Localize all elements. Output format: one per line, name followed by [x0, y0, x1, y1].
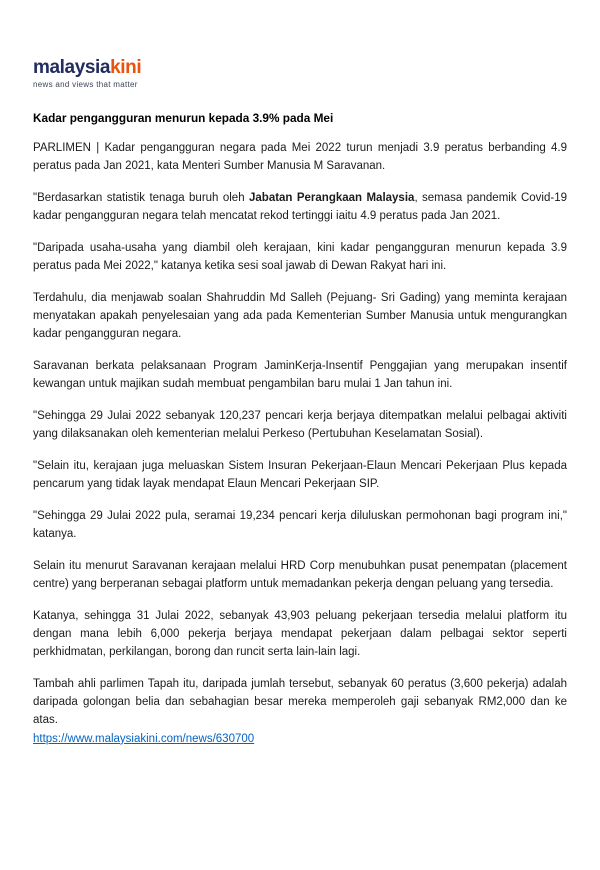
article-body — [33, 139, 567, 748]
article-paragraphs — [33, 139, 567, 729]
article-paragraph: Saravanan berkata pelaksanaan Program JaminKerja-Insentif Penggajian yang merupakan insentif kewangan untuk majikan sudah membuat pengambilan baru mulai 1 Jan tahun ini. — [33, 359, 567, 390]
logo-brand — [33, 57, 567, 79]
article-paragraph: "Berdasarkan statistik tenaga buruh oleh Jabatan Perangkaan Malaysia, semasa pandemik Covid-19 kadar pengangguran negara telah mencatat rekod tertinggi iaitu 4.9 peratus pada Jan 2021. — [33, 191, 568, 222]
article-paragraph: Terdahulu, dia menjawab soalan Shahruddin Md Salleh (Pejuang- Sri Gading) yang meminta kerajaan menyatakan apakah penyelesaian yang ada pada Kementerian Sumber Manusia untuk mengurangkan kadar pengangguran negara. — [33, 291, 567, 340]
article-paragraph: "Sehingga 29 Julai 2022 pula, seramai 19,234 pencari kerja diluluskan permohonan bagi program ini," katanya. — [33, 509, 567, 540]
article-link[interactable]: https://www.malaysiakini.com/news/630700 — [33, 732, 255, 745]
article-paragraph: Selain itu menurut Saravanan kerajaan melalui HRD Corp menubuhkan pusat penempatan (placement centre) yang berperanan sebagai platform untuk memadankan pekerja dengan peluang yang tersedia. — [33, 559, 567, 590]
malaysiakini-logo — [33, 57, 567, 89]
article-paragraph: "Daripada usaha-usaha yang diambil oleh kerajaan, kini kadar pengangguran menurun kepada 3.9 peratus pada Mei 2022," katanya ketika sesi soal jawab di Dewan Rakyat hari ini. — [33, 241, 567, 272]
article-paragraph: "Sehingga 29 Julai 2022 sebanyak 120,237 pencari kerja berjaya ditempatkan melalui pelbagai aktiviti yang dilaksanakan oleh kementerian melalui Perkeso (Pertubuhan Keselamatan Sosial). — [33, 409, 567, 440]
article-headline: Kadar pengangguran menurun kepada 3.9% pada Mei — [33, 110, 334, 125]
article-paragraph: "Selain itu, kerajaan juga meluaskan Sistem Insuran Pekerjaan-Elaun Mencari Pekerjaan Plus kepada pencarum yang tidak layak mendapat Elaun Mencari Pekerjaan SIP. — [33, 459, 567, 490]
article-paragraph: Katanya, sehingga 31 Julai 2022, sebanyak 43,903 peluang pekerjaan tersedia melalui platform itu dengan mana lebih 6,000 pekerja berjaya mendapat pekerjaan dalam pelbagai sektor seperti perkhidmatan, perkilangan, borong dan runcit serta lain-lain lagi. — [33, 609, 567, 658]
logo-brand-accent: kini — [110, 57, 142, 78]
article-paragraph: PARLIMEN | Kadar pengangguran negara pada Mei 2022 turun menjadi 3.9 peratus berbanding 4.9 peratus pada Jan 2021, kata Menteri Sumber Manusia M Saravanan. — [33, 141, 567, 172]
article-paragraph: Tambah ahli parlimen Tapah itu, daripada jumlah tersebut, sebanyak 60 peratus (3,600 pekerja) adalah daripada golongan belia dan sebahagian besar mereka memperoleh gaji sebanyak RM2,000 dan ke atas. — [33, 677, 567, 726]
logo-brand-primary: malaysia — [33, 57, 111, 78]
logo-tagline: news and views that matter — [33, 79, 138, 89]
